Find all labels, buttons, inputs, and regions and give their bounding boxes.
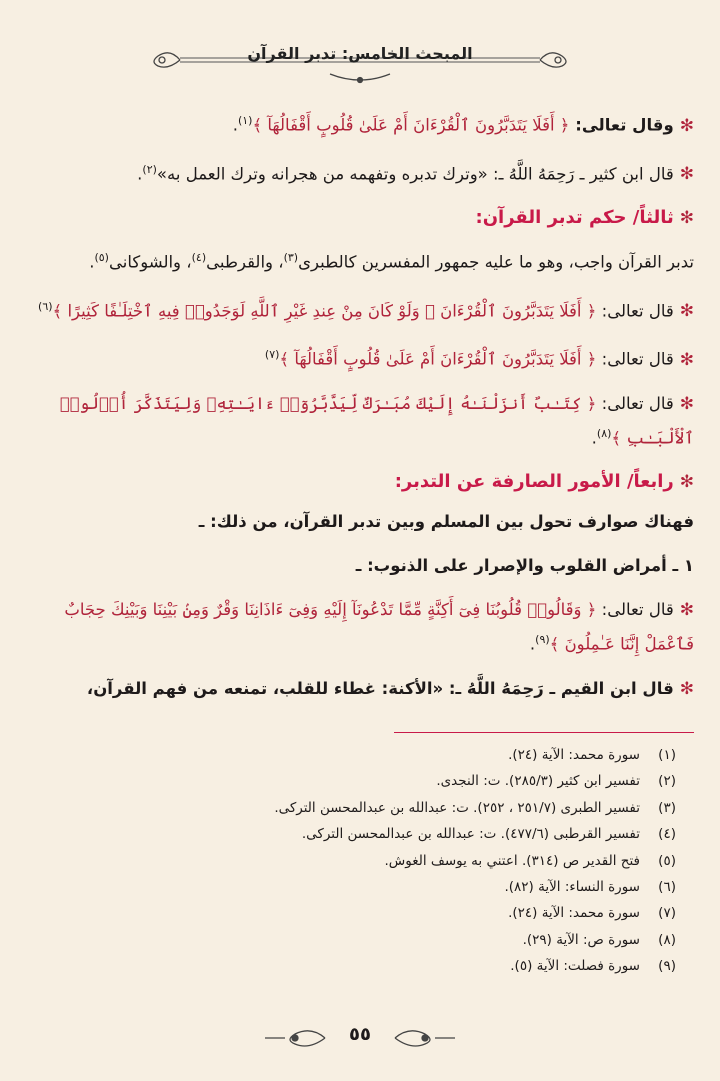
star-bullet-icon: ✻	[679, 600, 694, 620]
footnote-item	[40, 927, 676, 953]
star-bullet-icon: ✻	[679, 349, 694, 370]
section-heading-3	[24, 203, 694, 233]
footnote-item	[40, 795, 676, 821]
verse-line-3a	[24, 292, 694, 327]
footnote-number: (٧)	[658, 905, 676, 922]
section-heading-4	[24, 467, 694, 497]
footnote-ref: (٤)	[191, 251, 207, 264]
footnote-item	[40, 742, 676, 768]
para-text: ، والقرطبى	[206, 252, 284, 272]
star-bullet-icon: ✻	[679, 208, 694, 228]
footnote-number: (٤)	[658, 826, 676, 843]
footnote-number: (٨)	[658, 931, 676, 948]
star-bullet-icon: ✻	[679, 301, 694, 321]
footnote-item	[40, 953, 676, 979]
footnote-ref: (٦)	[38, 299, 53, 313]
footnote-item	[40, 874, 676, 900]
page-number-block	[255, 1018, 465, 1058]
footnote-number: (٦)	[658, 879, 676, 896]
footnote-text: تفسير الطبرى (٢٥١/٧ ، ٢٥٢). ت: عبدالله بن عبدالمحسن التركى.	[274, 799, 640, 816]
footnote-item	[40, 900, 676, 926]
list-item-1: ١ ـ أمراض القلوب والإصرار على الذنوب: ـ	[355, 556, 694, 575]
star-bullet-icon: ✻	[679, 472, 694, 492]
running-header	[150, 40, 570, 90]
footnote-ref: (٥)	[94, 251, 109, 264]
heading-text: رابعاً/ الأمور الصارفة عن التدبر:	[394, 471, 674, 492]
last-quote-line	[24, 674, 694, 704]
footnote-text: سورة النساء: الآية (٨٢).	[504, 879, 640, 896]
verse-line-3c	[24, 389, 694, 454]
footnote-ref: (٣)	[283, 251, 299, 264]
footnote-ref: (٧)	[264, 348, 280, 361]
footnote-text: سورة محمد: الآية (٢٤).	[508, 747, 640, 763]
para-text: ، والشوكانى	[108, 252, 192, 272]
verse-line-3b	[24, 340, 694, 375]
footnote-ref: (٩)	[535, 633, 550, 646]
quote-text: قال ابن القيم ـ رَحِمَهُ اللَّهُ ـ: «الأكنة: غطاء للقلب، تمنعه من فهم القرآن،	[86, 678, 674, 698]
footnote-text: سورة فصلت: الآية (٥).	[510, 958, 640, 975]
verse-lead: قال تعالى:	[596, 349, 674, 369]
footnote-text: تفسير القرطبى (٤٧٧/٦). ت: عبدالله بن عبدالمحسن التركى.	[301, 826, 640, 843]
footnote-item	[40, 821, 676, 847]
verse-tail: .	[232, 115, 238, 135]
footnote-number: (١)	[658, 747, 676, 763]
footnote-ref: (٨)	[596, 426, 612, 440]
footnote-number: (٩)	[658, 958, 676, 975]
footnote-text: فتح القدير ص (٣١٤). اعتني به يوسف الغوش.	[384, 852, 640, 869]
footnote-number: (٣)	[658, 799, 676, 816]
main-text	[24, 106, 694, 718]
quran-text: ﴿ أَفَلَا يَتَدَبَّرُونَ ٱلْقُرْءَانَ أَمْ عَلَىٰ قُلُوبٍ أَقْفَالُهَآ ﴾	[252, 115, 570, 135]
footnote-divider	[394, 732, 694, 733]
paragraph-3	[24, 243, 694, 278]
star-bullet-icon: ✻	[679, 678, 694, 699]
star-bullet-icon: ✻	[679, 393, 694, 414]
star-bullet-icon: ✻	[679, 115, 694, 136]
footnote-number: (٢)	[658, 773, 676, 790]
footnote-ref: (٢)	[142, 162, 157, 176]
quran-text: ﴿ أَفَلَا يَتَدَبَّرُونَ ٱلْقُرْءَانَ ۚ وَلَوْ كَانَ مِنْ عِندِ غَيْرِ ٱللَّهِ لَوَجَدُوا۟ فِيهِ ٱخْتِلَـٰفًا كَثِيرًا ﴾	[52, 301, 597, 320]
footnote-text: سورة ص: الآية (٢٩).	[522, 931, 640, 948]
verse-lead: قال تعالى:	[596, 393, 674, 413]
para-text: تدبر القرآن واجب، وهو ما عليه جمهور المفسرين كالطبرى	[298, 252, 694, 272]
footnote-item	[40, 848, 676, 874]
verse-lead: وقال تعالى:	[569, 115, 674, 135]
para-tail: .	[89, 252, 95, 272]
verse-line-4	[24, 595, 694, 660]
footnotes	[40, 742, 676, 980]
footnote-number: (٥)	[658, 852, 676, 869]
quote-tail: .	[137, 164, 143, 183]
quote-line-2	[24, 155, 694, 190]
footnote-text: تفسير ابن كثير (٢٨٥/٣). ت: النجدى.	[436, 773, 640, 790]
footnote-ref: (١)	[237, 114, 253, 127]
quran-text: ﴿ كِتَـٰبٌ أَنزَلْنَـٰهُ إِلَيْكَ مُبَـٰرَكٌ لِّيَدَّبَّرُوٓا۟ ءَايَـٰتِهِۦ وَلِيَتَذَكَّرَ أُو۟لُوا۟ ٱلْأَلْبَـٰبِ ﴾	[59, 393, 694, 447]
verse-tail: .	[591, 428, 597, 447]
verse-lead: قال تعالى:	[596, 301, 674, 320]
quran-text: ﴿ وَقَالُوا۟ قُلُوبُنَا فِىٓ أَكِنَّةٍ مِّمَّا تَدْعُونَآ إِلَيْهِ وَفِىٓ ءَاذَانِنَا وَقْرٌ وَمِنۢ بَيْنِنَا وَبَيْنِكَ حِجَابٌ فَٱعْمَلْ إِنَّنَا عَـٰمِلُونَ ﴾	[64, 600, 694, 654]
header-title: المبحث الخامس: تدبر القرآن	[247, 44, 473, 63]
page-number: ٥٥	[349, 1024, 371, 1045]
verse-lead: قال تعالى:	[596, 600, 674, 619]
star-bullet-icon: ✻	[679, 164, 694, 184]
footnote-item	[40, 768, 676, 794]
heading-text: ثالثاً/ حكم تدبر القرآن:	[475, 207, 674, 228]
quote-text: قال ابن كثير ـ رَحِمَهُ اللَّهُ ـ: «وترك تدبره وتفهمه من هجرانه وترك العمل به»	[156, 164, 674, 183]
footnote-text: سورة محمد: الآية (٢٤).	[508, 905, 640, 922]
paragraph-4: فهناك صوارف تحول بين المسلم وبين تدبر القرآن، من ذلك: ـ	[198, 512, 694, 531]
verse-tail: .	[529, 634, 536, 654]
verse-line-1	[24, 106, 694, 141]
quran-text: ﴿ أَفَلَا يَتَدَبَّرُونَ ٱلْقُرْءَانَ أَمْ عَلَىٰ قُلُوبٍ أَقْفَالُهَآ ﴾	[279, 349, 597, 369]
